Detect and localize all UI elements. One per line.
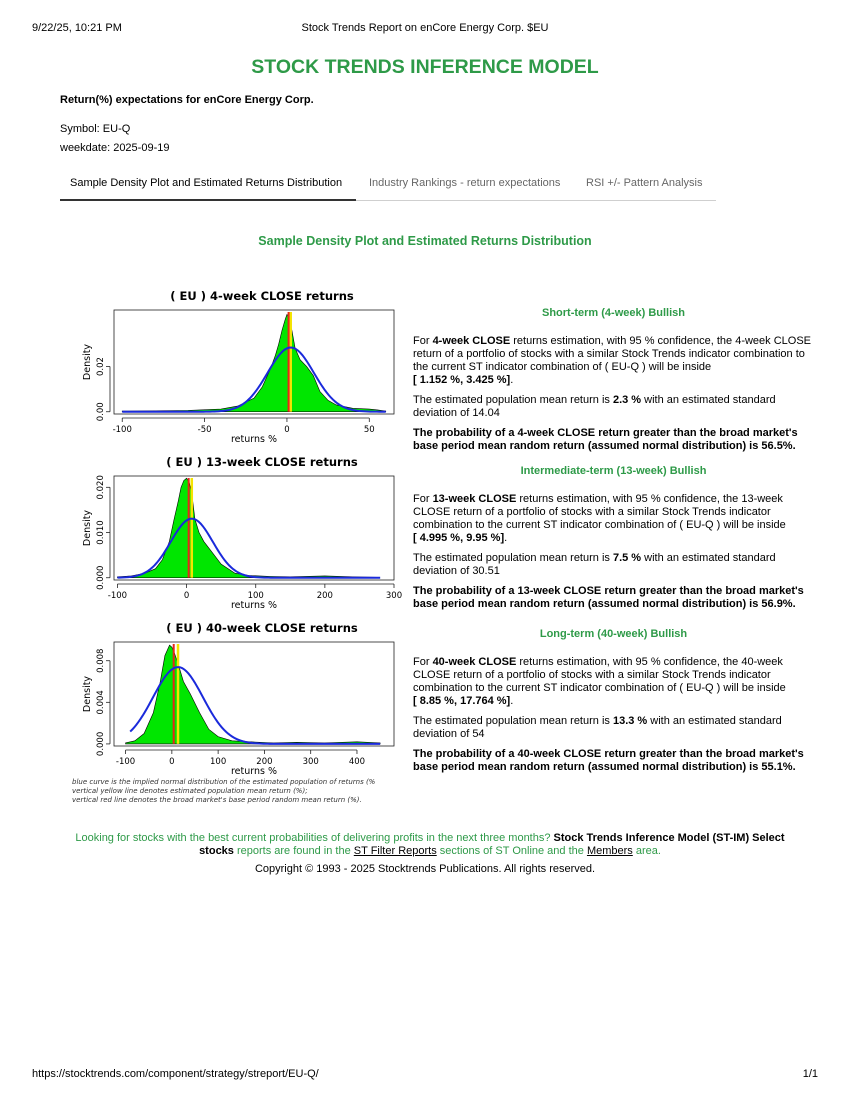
tab-industry-rankings[interactable]: Industry Rankings - return expectations	[369, 177, 561, 189]
chart-caption	[72, 778, 422, 805]
x-tick-label: 200	[256, 757, 273, 767]
analysis-probability: The probability of a 4-week CLOSE return greater than the broad market's base period mean random return (assumed normal distribution) is 56.5%.	[413, 427, 798, 452]
y-tick-label: 0.000	[96, 565, 107, 590]
analysis-short-term	[413, 307, 814, 460]
y-tick-label: 0.02	[96, 357, 106, 376]
report-tabs	[60, 168, 716, 201]
weekdate-line: weekdate: 2025-09-19	[60, 142, 170, 154]
tab-rsi-pattern[interactable]: RSI +/- Pattern Analysis	[586, 177, 703, 189]
chart-40-week	[82, 618, 402, 778]
analysis-estimation: For 40-week CLOSE returns estimation, with 95 % confidence, the 40-week CLOSE return of a portfolio of stocks with a similar Stock Trends indicator combination to the current ST indicator combination of ( EU-Q ) will be inside [ 8.85 %, 17.764 %].	[413, 656, 786, 707]
analysis-long-term	[413, 628, 814, 781]
y-tick-label: 0.000	[96, 731, 106, 757]
x-axis-label: returns %	[230, 600, 278, 611]
x-axis-label: returns %	[230, 434, 278, 445]
confidence-interval: [ 8.85 %, 17.764 %]	[413, 695, 511, 707]
chart-title: ( EU ) 13-week CLOSE returns	[166, 455, 358, 469]
call-to-action: Looking for stocks with the best current probabilities of delivering profits in the next three months? Stock Trends Inference Model (ST-IM) Select stocks reports are found in the ST Filter Reports sections of ST Online and the Members area.	[75, 832, 785, 857]
y-axis-label: Density	[82, 675, 93, 713]
chart-4-week-svg	[82, 286, 402, 446]
caption-line-3: vertical red line denotes the broad market's base period random mean return (%).	[72, 796, 362, 804]
chart-4-week	[82, 286, 402, 446]
y-tick-label: 0.020	[96, 475, 106, 500]
confidence-interval: [ 4.995 %, 9.95 %]	[413, 532, 505, 544]
analysis-mean: The estimated population mean return is 13.3 % with an estimated standard deviation of 54	[413, 715, 782, 740]
x-tick-label: -100	[107, 591, 128, 601]
caption-line-1: blue curve is the implied normal distribution of the estimated population of returns (%	[72, 778, 376, 786]
chart-13-week-svg	[82, 452, 402, 612]
members-link[interactable]: Members	[586, 845, 633, 857]
caption-line-2: vertical yellow line denotes estimated population mean return (%);	[72, 787, 308, 795]
chart-13-week	[82, 452, 402, 612]
print-datetime: 9/22/25, 10:21 PM	[32, 22, 122, 34]
analysis-estimation: For 13-week CLOSE returns estimation, with 95 % confidence, the 13-week CLOSE return of a portfolio of stocks with a similar Stock Trends indicator combination to the current ST indicator combination of ( EU-Q ) will be inside [ 4.995 %, 9.95 %].	[413, 493, 786, 544]
x-tick-label: 300	[302, 757, 319, 767]
x-tick-label: 50	[363, 425, 375, 435]
x-tick-label: -50	[197, 425, 212, 435]
x-tick-label: -100	[112, 425, 132, 435]
page-number: 1/1	[802, 1068, 818, 1080]
analysis-heading: Intermediate-term (13-week) Bullish	[520, 465, 707, 477]
analysis-mean: The estimated population mean return is 2.3 % with an estimated standard deviation of 14.04	[413, 394, 776, 419]
main-title: STOCK TRENDS INFERENCE MODEL	[251, 56, 599, 78]
symbol-line: Symbol: EU-Q	[60, 123, 131, 135]
x-tick-label: 100	[247, 591, 264, 601]
print-header	[32, 22, 818, 36]
x-axis-label: returns %	[230, 766, 278, 777]
tab-density-plot[interactable]: Sample Density Plot and Estimated Returns Distribution	[60, 168, 356, 201]
analysis-probability: The probability of a 40-week CLOSE return greater than the broad market's base period mean random return (assumed normal distribution) is 55.1%.	[413, 748, 804, 773]
analysis-probability: The probability of a 13-week CLOSE return greater than the broad market's base period mean random return (assumed normal distribution) is 56.9%.	[413, 585, 804, 610]
analysis-intermediate-term	[413, 465, 814, 618]
chart-40-week-svg	[82, 618, 402, 778]
x-tick-label: 300	[385, 591, 403, 601]
print-url: https://stocktrends.com/component/strategy/streport/EU-Q/	[32, 1068, 319, 1080]
y-tick-label: 0.00	[96, 402, 107, 422]
y-tick-label: 0.008	[96, 648, 106, 673]
analysis-heading: Short-term (4-week) Bullish	[541, 307, 686, 319]
analysis-estimation: For 4-week CLOSE returns estimation, with 95 % confidence, the 4-week CLOSE return of a portfolio of stocks with a similar Stock Trends indicator combination to the current ST indicator combination of ( EU-Q ) will be inside [ 1.152 %, 3.425 %].	[413, 335, 812, 386]
analysis-heading: Long-term (40-week) Bullish	[539, 628, 688, 640]
x-tick-label: 0	[169, 757, 175, 767]
confidence-interval: [ 1.152 %, 3.425 %]	[413, 374, 511, 386]
density-area	[126, 645, 381, 744]
x-tick-label: -100	[115, 757, 136, 767]
chart-title: ( EU ) 40-week CLOSE returns	[166, 621, 358, 635]
density-area	[122, 315, 386, 412]
y-axis-label: Density	[82, 343, 93, 381]
x-tick-label: 0	[284, 425, 290, 435]
analysis-mean: The estimated population mean return is 7.5 % with an estimated standard deviation of 30.51	[413, 552, 776, 577]
print-page-title: Stock Trends Report on enCore Energy Corp. $EU	[301, 22, 549, 34]
st-filter-reports-link[interactable]: ST Filter Reports	[353, 845, 437, 857]
section-title: Sample Density Plot and Estimated Returns Distribution	[258, 234, 592, 248]
chart-title: ( EU ) 4-week CLOSE returns	[170, 289, 354, 303]
x-tick-label: 0	[183, 591, 190, 601]
return-heading: Return(%) expectations for enCore Energy Corp.	[60, 94, 314, 106]
y-axis-label: Density	[82, 509, 93, 547]
x-tick-label: 100	[210, 757, 227, 767]
x-tick-label: 200	[316, 591, 333, 601]
x-tick-label: 400	[348, 757, 366, 767]
y-tick-label: 0.004	[96, 690, 106, 715]
y-tick-label: 0.010	[96, 520, 106, 545]
copyright: Copyright © 1993 - 2025 Stocktrends Publications. All rights reserved.	[254, 863, 596, 875]
